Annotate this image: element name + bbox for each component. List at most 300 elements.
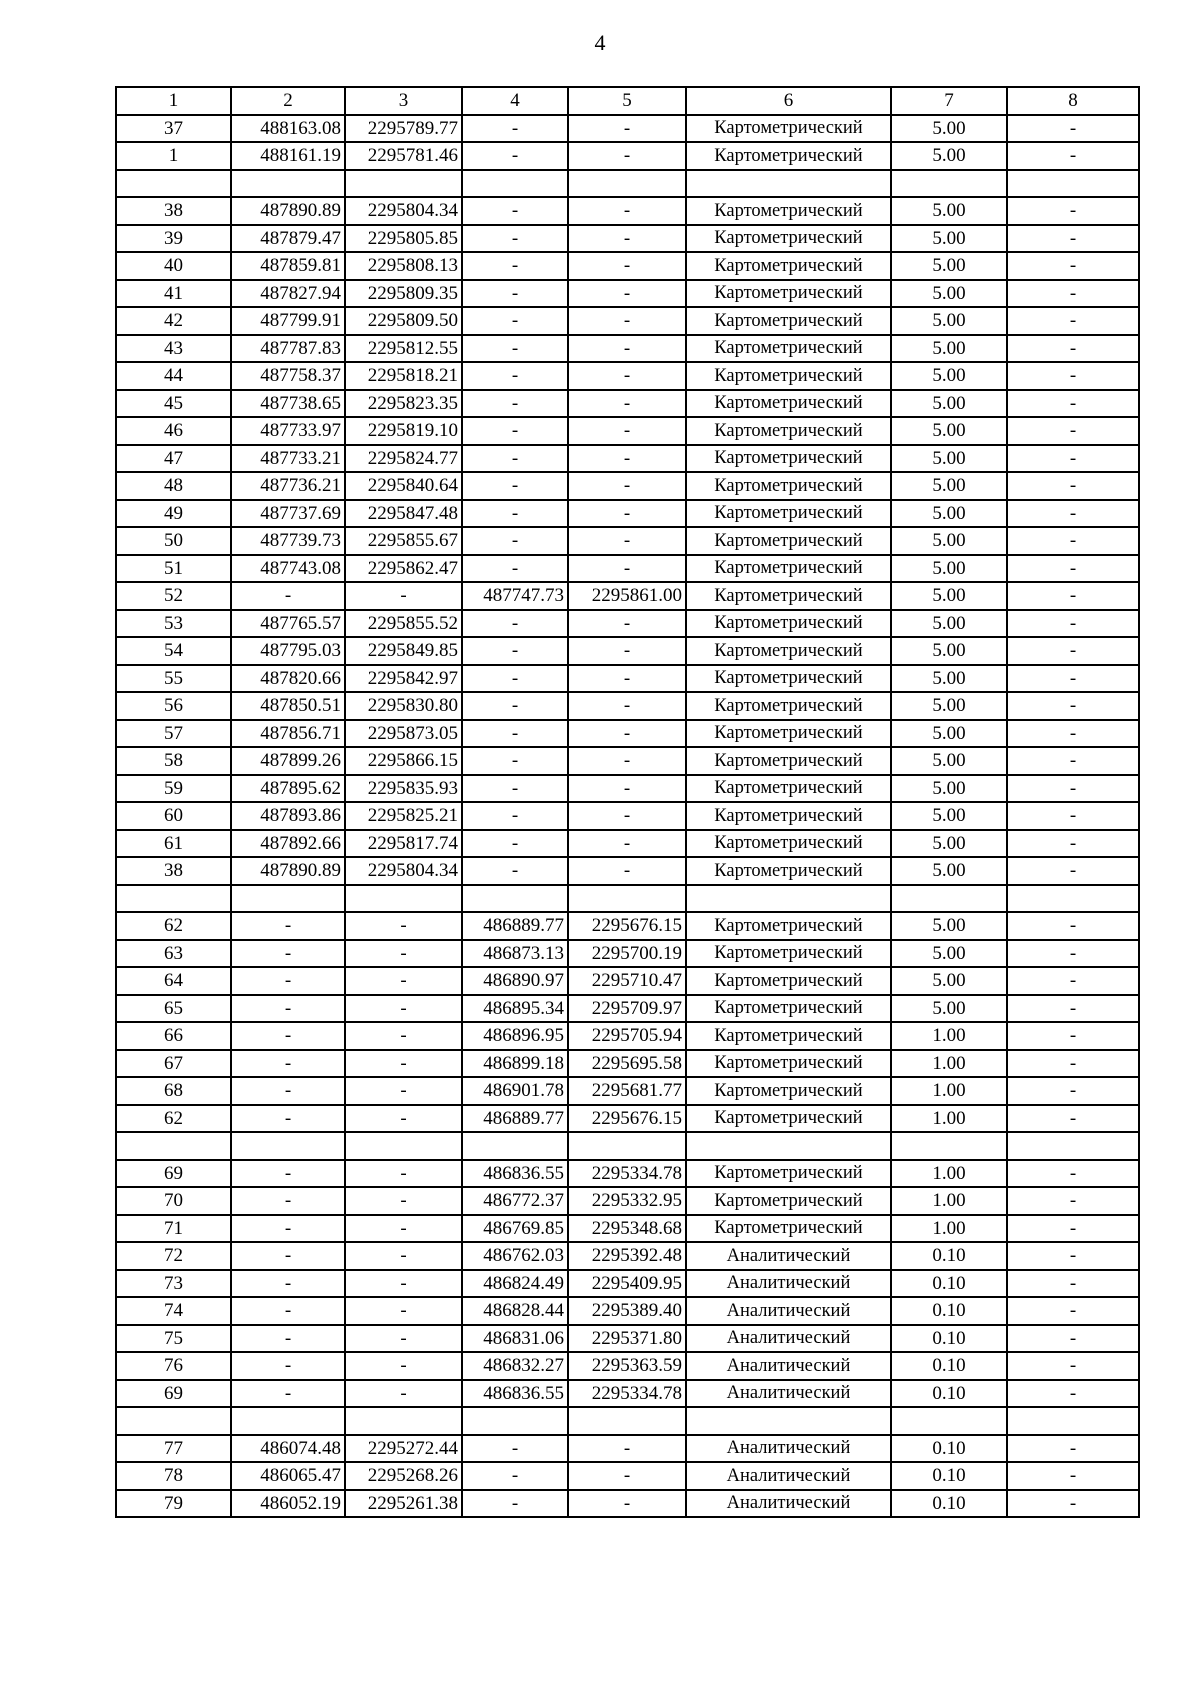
table-cell: Картометрический [686, 362, 891, 390]
table-cell: - [462, 1435, 568, 1463]
table-cell: - [462, 362, 568, 390]
table-row [116, 802, 1139, 830]
table-cell [891, 1407, 1007, 1435]
table-cell: 2295409.95 [568, 1270, 686, 1298]
table-cell: 487893.86 [231, 802, 345, 830]
table-cell: - [462, 1462, 568, 1490]
column-header: 1 [116, 87, 231, 115]
table-cell: - [568, 225, 686, 253]
table-cell: 41 [116, 280, 231, 308]
table-cell: 487758.37 [231, 362, 345, 390]
table-cell: - [1007, 1187, 1139, 1215]
table-cell: - [1007, 692, 1139, 720]
table-cell: - [568, 390, 686, 418]
table-cell: - [231, 1105, 345, 1133]
table-cell: - [1007, 1050, 1139, 1078]
table-cell: 2295812.55 [345, 335, 462, 363]
table-cell: - [1007, 720, 1139, 748]
table-cell: - [231, 1270, 345, 1298]
table-cell: - [462, 252, 568, 280]
table-cell [231, 1407, 345, 1435]
table-cell: - [568, 527, 686, 555]
table-cell: 72 [116, 1242, 231, 1270]
table-cell: - [568, 252, 686, 280]
table-cell: Картометрический [686, 967, 891, 995]
separator-row [116, 885, 1139, 913]
table-cell [1007, 1132, 1139, 1160]
table-cell: - [345, 1380, 462, 1408]
table-cell: Картометрический [686, 830, 891, 858]
table-cell: - [568, 747, 686, 775]
table-cell: 38 [116, 197, 231, 225]
table-cell: 5.00 [891, 830, 1007, 858]
table-cell: - [231, 1242, 345, 1270]
table-cell [462, 885, 568, 913]
table-cell: - [1007, 1462, 1139, 1490]
table-row [116, 1297, 1139, 1325]
table-cell: 487856.71 [231, 720, 345, 748]
table-cell: - [568, 720, 686, 748]
table-cell: - [462, 747, 568, 775]
table-cell: Картометрический [686, 1050, 891, 1078]
table-cell: 64 [116, 967, 231, 995]
table-cell [568, 1132, 686, 1160]
table-cell: - [462, 335, 568, 363]
page-number: 4 [594, 30, 606, 55]
table-cell: - [568, 280, 686, 308]
table-cell: 486889.77 [462, 1105, 568, 1133]
table-cell: - [1007, 417, 1139, 445]
table-row [116, 830, 1139, 858]
table-cell: - [231, 912, 345, 940]
table-cell: Картометрический [686, 995, 891, 1023]
table-cell: 5.00 [891, 610, 1007, 638]
table-cell: 5.00 [891, 940, 1007, 968]
table-cell: - [1007, 857, 1139, 885]
table-cell: Картометрический [686, 1022, 891, 1050]
table-cell: - [462, 857, 568, 885]
table-cell: - [345, 582, 462, 610]
table-body [116, 87, 1139, 1517]
table-cell: 5.00 [891, 995, 1007, 1023]
table-cell: 486074.48 [231, 1435, 345, 1463]
table-cell: 2295835.93 [345, 775, 462, 803]
table-cell: 5.00 [891, 637, 1007, 665]
table-cell: 0.10 [891, 1352, 1007, 1380]
table-cell: 2295849.85 [345, 637, 462, 665]
table-cell: Картометрический [686, 775, 891, 803]
table-cell: 61 [116, 830, 231, 858]
table-row [116, 1022, 1139, 1050]
table-cell: - [345, 1242, 462, 1270]
table-cell: 487733.97 [231, 417, 345, 445]
table-cell: Картометрический [686, 307, 891, 335]
table-cell: - [345, 1105, 462, 1133]
table-row [116, 1160, 1139, 1188]
table-cell: 2295371.80 [568, 1325, 686, 1353]
table-cell: 2295817.74 [345, 830, 462, 858]
table-cell: - [345, 995, 462, 1023]
table-cell: - [1007, 1160, 1139, 1188]
table-cell: 62 [116, 912, 231, 940]
table-cell: - [345, 1352, 462, 1380]
column-header: 7 [891, 87, 1007, 115]
table-cell: 487765.57 [231, 610, 345, 638]
table-cell: 63 [116, 940, 231, 968]
table-row [116, 252, 1139, 280]
table-cell: 486901.78 [462, 1077, 568, 1105]
table-row [116, 912, 1139, 940]
table-cell: 487799.91 [231, 307, 345, 335]
table-cell: - [231, 1215, 345, 1243]
table-cell: - [568, 115, 686, 143]
table-cell: - [345, 1215, 462, 1243]
table-cell: 2295272.44 [345, 1435, 462, 1463]
table-cell: - [231, 1077, 345, 1105]
table-cell [1007, 170, 1139, 198]
table-row [116, 637, 1139, 665]
table-row [116, 445, 1139, 473]
table-row [116, 390, 1139, 418]
table-cell: - [231, 1325, 345, 1353]
table-cell: 56 [116, 692, 231, 720]
table-cell: 2295805.85 [345, 225, 462, 253]
table-row [116, 940, 1139, 968]
table-cell: - [1007, 1105, 1139, 1133]
table-cell: - [1007, 527, 1139, 555]
table-cell: - [462, 720, 568, 748]
table-cell: 487827.94 [231, 280, 345, 308]
table-cell: - [231, 1297, 345, 1325]
table-cell: Картометрический [686, 280, 891, 308]
table-cell: - [462, 142, 568, 170]
table-cell: - [345, 1077, 462, 1105]
table-cell [686, 1132, 891, 1160]
table-cell: Картометрический [686, 747, 891, 775]
table-cell: Аналитический [686, 1325, 891, 1353]
table-cell [345, 885, 462, 913]
table-cell: - [1007, 280, 1139, 308]
table-cell [1007, 885, 1139, 913]
table-cell: - [462, 665, 568, 693]
table-cell: Картометрический [686, 1215, 891, 1243]
table-cell: 2295808.13 [345, 252, 462, 280]
table-cell: 65 [116, 995, 231, 1023]
table-header-row [116, 87, 1139, 115]
table-cell: - [462, 555, 568, 583]
table-cell: 2295334.78 [568, 1380, 686, 1408]
table-cell: 5.00 [891, 802, 1007, 830]
table-cell: 486828.44 [462, 1297, 568, 1325]
table-cell: - [1007, 335, 1139, 363]
table-cell: 2295866.15 [345, 747, 462, 775]
table-cell: - [231, 1187, 345, 1215]
table-cell [231, 885, 345, 913]
table-cell: Картометрический [686, 252, 891, 280]
table-cell: - [1007, 1435, 1139, 1463]
table-row [116, 1105, 1139, 1133]
table-cell: 5.00 [891, 857, 1007, 885]
table-cell: 2295392.48 [568, 1242, 686, 1270]
table-cell: 5.00 [891, 142, 1007, 170]
table-cell: - [568, 1490, 686, 1518]
table-cell: 2295781.46 [345, 142, 462, 170]
table-cell: 5.00 [891, 252, 1007, 280]
table-cell: 50 [116, 527, 231, 555]
table-row [116, 692, 1139, 720]
table-cell: 1.00 [891, 1022, 1007, 1050]
table-row [116, 527, 1139, 555]
table-row [116, 1325, 1139, 1353]
table-cell: 5.00 [891, 225, 1007, 253]
table-cell: - [1007, 1297, 1139, 1325]
table-cell: 487890.89 [231, 857, 345, 885]
table-cell: - [1007, 307, 1139, 335]
table-cell: - [345, 1270, 462, 1298]
table-cell: 486836.55 [462, 1160, 568, 1188]
table-cell: 2295847.48 [345, 500, 462, 528]
table-cell: - [1007, 967, 1139, 995]
table-cell: Картометрический [686, 115, 891, 143]
table-cell: Картометрический [686, 472, 891, 500]
table-row [116, 472, 1139, 500]
table-cell: - [1007, 252, 1139, 280]
table-cell: - [1007, 362, 1139, 390]
table-cell: Аналитический [686, 1435, 891, 1463]
table-cell: - [231, 1160, 345, 1188]
table-row [116, 1050, 1139, 1078]
table-cell: 53 [116, 610, 231, 638]
table-cell: 0.10 [891, 1435, 1007, 1463]
table-cell: - [568, 692, 686, 720]
table-cell: - [231, 995, 345, 1023]
table-cell: 2295804.34 [345, 197, 462, 225]
table-cell: 2295804.34 [345, 857, 462, 885]
table-cell [462, 1407, 568, 1435]
table-cell: 2295676.15 [568, 1105, 686, 1133]
table-cell: 68 [116, 1077, 231, 1105]
table-cell: Картометрический [686, 1160, 891, 1188]
table-cell: 2295809.50 [345, 307, 462, 335]
table-cell [686, 1407, 891, 1435]
table-cell: - [462, 830, 568, 858]
table-cell: Аналитический [686, 1270, 891, 1298]
table-cell: 0.10 [891, 1270, 1007, 1298]
table-cell: 487892.66 [231, 830, 345, 858]
table-cell: 1 [116, 142, 231, 170]
table-cell: 66 [116, 1022, 231, 1050]
table-cell: 2295681.77 [568, 1077, 686, 1105]
table-cell: 2295830.80 [345, 692, 462, 720]
table-cell: - [345, 1160, 462, 1188]
table-cell: 486052.19 [231, 1490, 345, 1518]
table-cell: - [462, 500, 568, 528]
table-cell: 2295334.78 [568, 1160, 686, 1188]
table-cell [116, 1132, 231, 1160]
table-cell: 487738.65 [231, 390, 345, 418]
table-row [116, 1380, 1139, 1408]
table-cell: - [1007, 1215, 1139, 1243]
table-cell: 60 [116, 802, 231, 830]
table-cell: - [1007, 1077, 1139, 1105]
table-cell [568, 885, 686, 913]
table-cell [345, 170, 462, 198]
table-cell: 5.00 [891, 417, 1007, 445]
table-cell: 487743.08 [231, 555, 345, 583]
table-cell [231, 170, 345, 198]
column-header: 6 [686, 87, 891, 115]
table-cell: Аналитический [686, 1297, 891, 1325]
table-cell: Картометрический [686, 197, 891, 225]
table-cell: 487820.66 [231, 665, 345, 693]
table-cell: 2295332.95 [568, 1187, 686, 1215]
table-cell: 67 [116, 1050, 231, 1078]
table-cell: 74 [116, 1297, 231, 1325]
table-row [116, 995, 1139, 1023]
table-cell: - [231, 1050, 345, 1078]
table-cell: - [568, 857, 686, 885]
table-cell: 49 [116, 500, 231, 528]
table-cell: 55 [116, 665, 231, 693]
table-cell: - [1007, 610, 1139, 638]
table-row [116, 747, 1139, 775]
table-cell: 486890.97 [462, 967, 568, 995]
table-row [116, 1242, 1139, 1270]
table-cell: - [568, 500, 686, 528]
table-cell: - [1007, 500, 1139, 528]
table-row [116, 1077, 1139, 1105]
table-cell: - [1007, 1022, 1139, 1050]
table-cell: - [568, 665, 686, 693]
table-cell: - [231, 582, 345, 610]
table-cell: 486836.55 [462, 1380, 568, 1408]
table-cell: Картометрический [686, 857, 891, 885]
table-cell: - [231, 967, 345, 995]
table-cell: 1.00 [891, 1187, 1007, 1215]
table-cell: - [1007, 665, 1139, 693]
table-cell: 5.00 [891, 692, 1007, 720]
table-row [116, 335, 1139, 363]
table-cell: - [1007, 472, 1139, 500]
table-cell: 37 [116, 115, 231, 143]
table-cell: 5.00 [891, 390, 1007, 418]
table-cell: - [568, 472, 686, 500]
table-cell: 1.00 [891, 1215, 1007, 1243]
table-cell: - [1007, 225, 1139, 253]
table-cell: Картометрический [686, 142, 891, 170]
table-row [116, 225, 1139, 253]
table-cell: 2295842.97 [345, 665, 462, 693]
table-cell [568, 1407, 686, 1435]
table-row [116, 280, 1139, 308]
table-cell: 486832.27 [462, 1352, 568, 1380]
table-cell: 0.10 [891, 1325, 1007, 1353]
table-cell: 40 [116, 252, 231, 280]
table-cell: 1.00 [891, 1105, 1007, 1133]
table-cell: - [345, 1022, 462, 1050]
table-cell: 2295261.38 [345, 1490, 462, 1518]
table-cell: - [1007, 555, 1139, 583]
table-cell: 2295855.67 [345, 527, 462, 555]
table-cell: 486762.03 [462, 1242, 568, 1270]
table-cell: - [568, 307, 686, 335]
table-row [116, 610, 1139, 638]
table-cell: 43 [116, 335, 231, 363]
table-row [116, 1435, 1139, 1463]
table-cell: 2295676.15 [568, 912, 686, 940]
table-cell: - [462, 610, 568, 638]
table-cell: 78 [116, 1462, 231, 1490]
table-cell: 488161.19 [231, 142, 345, 170]
table-cell: - [462, 225, 568, 253]
table-row [116, 1490, 1139, 1518]
table-cell: 62 [116, 1105, 231, 1133]
separator-row [116, 1407, 1139, 1435]
table-cell: - [568, 830, 686, 858]
table-cell: Картометрический [686, 1187, 891, 1215]
table-cell: 486772.37 [462, 1187, 568, 1215]
table-cell: 5.00 [891, 775, 1007, 803]
table-cell: Картометрический [686, 582, 891, 610]
table-cell: - [1007, 445, 1139, 473]
table-cell: 487736.21 [231, 472, 345, 500]
table-cell: - [1007, 912, 1139, 940]
table-cell: 486824.49 [462, 1270, 568, 1298]
table-cell: 487890.89 [231, 197, 345, 225]
table-cell: 2295709.97 [568, 995, 686, 1023]
table-cell: 487859.81 [231, 252, 345, 280]
table-cell: - [462, 1490, 568, 1518]
table-cell: 79 [116, 1490, 231, 1518]
table-cell: 486899.18 [462, 1050, 568, 1078]
table-cell: Картометрический [686, 720, 891, 748]
table-cell: Аналитический [686, 1380, 891, 1408]
table-cell: 2295818.21 [345, 362, 462, 390]
table-cell: 5.00 [891, 912, 1007, 940]
table-cell: 69 [116, 1160, 231, 1188]
table-cell: 5.00 [891, 500, 1007, 528]
table-cell: 70 [116, 1187, 231, 1215]
table-cell: - [462, 527, 568, 555]
table-cell: - [462, 692, 568, 720]
table-row [116, 582, 1139, 610]
table-cell: - [568, 417, 686, 445]
table-cell [116, 1407, 231, 1435]
table-cell: 2295824.77 [345, 445, 462, 473]
table-cell: - [568, 445, 686, 473]
table-cell: 73 [116, 1270, 231, 1298]
table-cell: 2295823.35 [345, 390, 462, 418]
table-cell [891, 1132, 1007, 1160]
table-cell: 2295363.59 [568, 1352, 686, 1380]
table-cell: - [568, 335, 686, 363]
table-cell: 486895.34 [462, 995, 568, 1023]
table-cell: - [462, 775, 568, 803]
table-row [116, 1462, 1139, 1490]
table-cell: - [345, 1325, 462, 1353]
table-cell: - [1007, 637, 1139, 665]
table-cell: 2295855.52 [345, 610, 462, 638]
table-cell: - [462, 115, 568, 143]
table-row [116, 115, 1139, 143]
table-cell: 48 [116, 472, 231, 500]
table-cell: - [462, 307, 568, 335]
table-cell: 2295705.94 [568, 1022, 686, 1050]
table-cell: 2295862.47 [345, 555, 462, 583]
table-cell: 2295700.19 [568, 940, 686, 968]
table-cell: Картометрический [686, 692, 891, 720]
table-cell: - [462, 280, 568, 308]
